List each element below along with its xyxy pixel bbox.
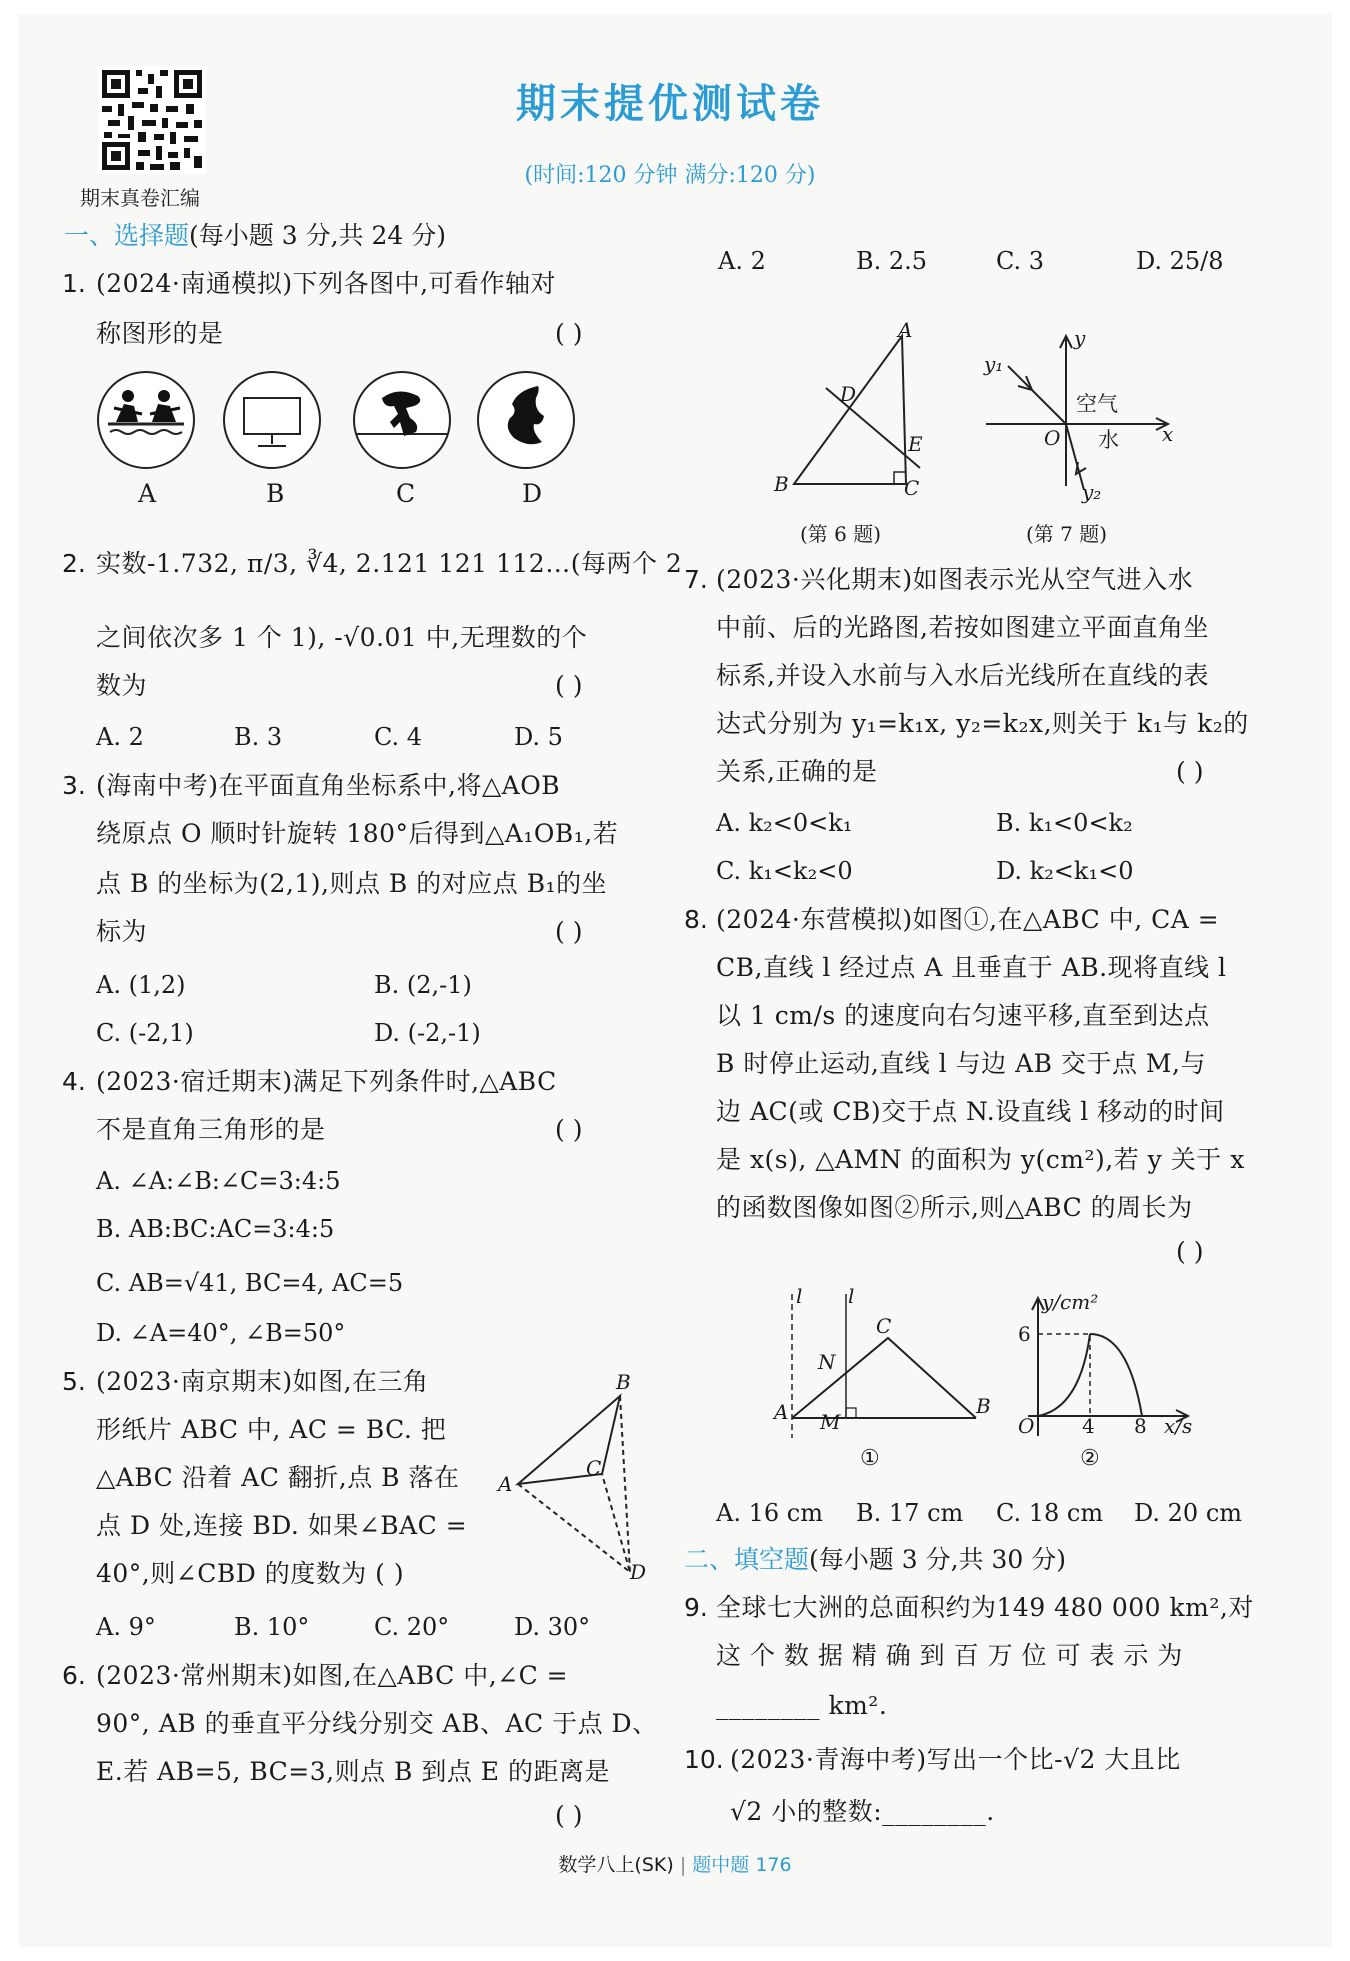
q10-number: 10. [684, 1745, 724, 1774]
q4-answer-paren: ( ) [555, 1115, 583, 1144]
q5-option-d: D. 30° [514, 1613, 591, 1641]
q4-option-a: A. ∠A:∠B:∠C=3:4:5 [96, 1167, 341, 1195]
q5-option-a: A. 9° [96, 1613, 156, 1641]
q2-option-b: B. 3 [234, 723, 283, 751]
section-fill-note: (每小题 3 分,共 30 分) [809, 1545, 1066, 1574]
page-subtitle: (时间:120 分钟 满分:120 分) [524, 163, 816, 188]
q9-line1: 全球七大洲的总面积约为149 480 000 km²,对 [716, 1593, 1254, 1622]
q3-line3: 点 B 的坐标为(2,1),则点 B 的对应点 B₁的坐 [96, 869, 608, 898]
q5-label-a: A [498, 1472, 513, 1496]
q6-label-c: C [904, 476, 920, 500]
q8-line5: 边 AC(或 CB)交于点 N.设直线 l 移动的时间 [716, 1097, 1225, 1126]
q8-line2: CB,直线 l 经过点 A 且垂直于 AB.现将直线 l [716, 953, 1227, 982]
q3-line4: 标为 [96, 917, 148, 946]
q5-option-c: C. 20° [374, 1613, 450, 1641]
q8-fig2-label-6: 6 [1018, 1322, 1031, 1346]
q8-answer-paren: ( ) [1176, 1237, 1204, 1266]
q8-fig2-label-8: 8 [1134, 1414, 1147, 1438]
q3-option-b: B. (2,-1) [374, 971, 472, 999]
q8-option-b: B. 17 cm [856, 1499, 964, 1527]
q8-line7: 的函数图像如图②所示,则△ABC 的周长为 [716, 1193, 1193, 1222]
q4-option-d: D. ∠A=40°, ∠B=50° [96, 1319, 346, 1347]
footer-book: 数学八上(SK) [558, 1854, 674, 1876]
q8-fig1-label-m: M [820, 1410, 841, 1434]
qr-code [98, 66, 206, 174]
q7-line4: 达式分别为 y₁=k₁x, y₂=k₂x,则关于 k₁与 k₂的 [716, 709, 1249, 738]
q8-fig1-label-a: A [774, 1400, 789, 1424]
q8-fig2-caption: ② [1080, 1446, 1100, 1471]
q7-caption: (第 7 题) [1026, 522, 1108, 546]
q6-label-b: B [774, 472, 789, 496]
q5-line2: 形纸片 ABC 中, AC = BC. 把 [96, 1415, 447, 1444]
q8-fig2-label-xlabel: x/s [1164, 1414, 1193, 1438]
q7-answer-paren: ( ) [1176, 757, 1204, 786]
q7-line5: 关系,正确的是 [716, 757, 878, 786]
q1-label-d: D [522, 479, 543, 508]
q5-label-d: D [630, 1560, 647, 1584]
q7-label-x: x [1162, 422, 1174, 446]
q6-answer-paren: ( ) [555, 1801, 583, 1830]
q1-fig-a [98, 372, 194, 468]
q7-label-y2: y₂ [1082, 480, 1102, 504]
q5-line1: (2023·南京期末)如图,在三角 [96, 1367, 429, 1396]
q2-line1: 实数-1.732, π/3, ∛4, 2.121 121 112…(每两个 2 [96, 549, 683, 578]
q1-number: 1. [62, 269, 86, 298]
q8-fig1-label-l1: l [796, 1284, 803, 1308]
q8-option-d: D. 20 cm [1134, 1499, 1243, 1527]
q7-option-a: A. k₂<0<k₁ [716, 809, 853, 837]
q5-line3: △ABC 沿着 AC 翻折,点 B 落在 [96, 1463, 460, 1492]
q4-number: 4. [62, 1067, 86, 1096]
q4-line2: 不是直角三角形的是 [96, 1115, 326, 1144]
q7-label-y: y [1074, 326, 1086, 350]
q6-number: 6. [62, 1661, 86, 1690]
q4-line1: (2023·宿迁期末)满足下列条件时,△ABC [96, 1067, 557, 1096]
q8-fig2-label-o: O [1018, 1414, 1035, 1438]
q7-line2: 中前、后的光路图,若按如图建立平面直角坐 [716, 613, 1209, 642]
q7-label-air: 空气 [1076, 392, 1118, 416]
q7-label-water: 水 [1098, 428, 1119, 452]
q6-option-c: C. 3 [996, 247, 1045, 275]
q8-fig1-label-b: B [976, 1394, 991, 1418]
q8-fig1-caption: ① [860, 1446, 880, 1471]
q1-line1: (2024·南通模拟)下列各图中,可看作轴对 [96, 269, 557, 298]
q7-label-o: O [1044, 426, 1061, 450]
q2-option-c: C. 4 [374, 723, 423, 751]
q5-option-b: B. 10° [234, 1613, 310, 1641]
q5-label-c: C [586, 1456, 602, 1480]
q3-number: 3. [62, 771, 86, 800]
section-fill-head: 二、填空题 [684, 1545, 810, 1574]
q8-fig2-label-4: 4 [1082, 1414, 1095, 1438]
q3-option-c: C. (-2,1) [96, 1019, 194, 1047]
q8-line6: 是 x(s), △AMN 的面积为 y(cm²),若 y 关于 x [716, 1145, 1245, 1174]
q8-fig1-label-l2: l [848, 1284, 855, 1308]
q8-figure-1 [776, 1286, 996, 1446]
q2-line2: 之间依次多 1 个 1), -√0.01 中,无理数的个 [96, 623, 588, 652]
q5-line5: 40°,则∠CBD 的度数为 ( ) [96, 1559, 405, 1588]
q3-option-d: D. (-2,-1) [374, 1019, 481, 1047]
q8-fig1-label-c: C [876, 1314, 892, 1338]
q8-number: 8. [684, 905, 708, 934]
q8-option-a: A. 16 cm [716, 1499, 823, 1527]
q9-line3: ________ km². [716, 1691, 888, 1720]
q7-option-d: D. k₂<k₁<0 [996, 857, 1134, 885]
q7-option-b: B. k₁<0<k₂ [996, 809, 1133, 837]
q2-option-d: D. 5 [514, 723, 563, 751]
page-title: 期末提优测试卷 [516, 80, 824, 127]
section-choice [64, 220, 446, 252]
section-choice-head: 一、选择题 [64, 221, 190, 250]
q5-label-b: B [616, 1370, 631, 1394]
q8-fig2-label-ylabel: y/cm² [1042, 1290, 1099, 1314]
q6-line3: E.若 AB=5, BC=3,则点 B 到点 E 的距离是 [96, 1757, 610, 1786]
q8-fig1-label-n: N [818, 1350, 836, 1374]
q6-label-a: A [898, 318, 913, 342]
section-fill [684, 1544, 1066, 1576]
q5-line4: 点 D 处,连接 BD. 如果∠BAC = [96, 1511, 468, 1540]
q1-fig-b [224, 372, 320, 468]
q3-line2: 绕原点 O 顺时针旋转 180°后得到△A₁OB₁,若 [96, 819, 619, 848]
q8-line3: 以 1 cm/s 的速度向右匀速平移,直至到达点 [716, 1001, 1210, 1030]
q5-figure [500, 1370, 650, 1590]
q1-figures [94, 368, 594, 480]
q6-caption: (第 6 题) [800, 522, 882, 546]
q5-number: 5. [62, 1367, 86, 1396]
q10-line1: (2023·青海中考)写出一个比-√2 大且比 [730, 1745, 1181, 1774]
q4-option-c: C. AB=√41, BC=4, AC=5 [96, 1269, 404, 1297]
q8-line4: B 时停止运动,直线 l 与边 AB 交于点 M,与 [716, 1049, 1206, 1078]
q1-label-c: C [396, 479, 416, 508]
q2-line3: 数为 [96, 671, 148, 700]
q9-line2: 这 个 数 据 精 确 到 百 万 位 可 表 示 为 [716, 1641, 1183, 1670]
q2-option-a: A. 2 [96, 723, 144, 751]
q3-answer-paren: ( ) [555, 917, 583, 946]
q1-label-b: B [266, 479, 285, 508]
q6-option-b: B. 2.5 [856, 247, 928, 275]
q6-line1: (2023·常州期末)如图,在△ABC 中,∠C = [96, 1661, 569, 1690]
q7-line1: (2023·兴化期末)如图表示光从空气进入水 [716, 565, 1194, 594]
section-choice-note: (每小题 3 分,共 24 分) [189, 221, 446, 250]
q7-line3: 标系,并设入水前与入水后光线所在直线的表 [716, 661, 1209, 690]
q2-answer-paren: ( ) [555, 671, 583, 700]
q6-line2: 90°, AB 的垂直平分线分别交 AB、AC 于点 D、 [96, 1709, 658, 1738]
q9-number: 9. [684, 1593, 708, 1622]
q6-option-a: A. 2 [718, 247, 766, 275]
q6-option-d: D. 25/8 [1136, 247, 1224, 275]
footer-brand: 题中题 [692, 1854, 750, 1876]
q7-number: 7. [684, 565, 708, 594]
q3-line1: (海南中考)在平面直角坐标系中,将△AOB [96, 771, 561, 800]
q4-option-b: B. AB:BC:AC=3:4:5 [96, 1215, 335, 1243]
page-footer: 数学八上(SK) | 题中题 176 [558, 1854, 792, 1876]
q7-option-c: C. k₁<k₂<0 [716, 857, 853, 885]
q1-label-a: A [138, 479, 157, 508]
q10-line2: √2 小的整数:________. [730, 1797, 995, 1826]
q1-fig-c [354, 372, 450, 468]
q2-number: 2. [62, 549, 86, 578]
q3-option-a: A. (1,2) [96, 971, 186, 999]
q8-option-c: C. 18 cm [996, 1499, 1104, 1527]
q7-label-y1: y₁ [984, 352, 1004, 376]
q6-label-e: E [908, 432, 923, 456]
q1-fig-d [478, 372, 574, 468]
q1-answer-paren: ( ) [555, 319, 583, 348]
q8-line1: (2024·东营模拟)如图①,在△ABC 中, CA = [716, 905, 1220, 934]
qr-caption: 期末真卷汇编 [80, 186, 200, 210]
q1-line2: 称图形的是 [96, 319, 224, 348]
footer-page-number: 176 [755, 1854, 792, 1876]
q6-label-d: D [840, 382, 857, 406]
